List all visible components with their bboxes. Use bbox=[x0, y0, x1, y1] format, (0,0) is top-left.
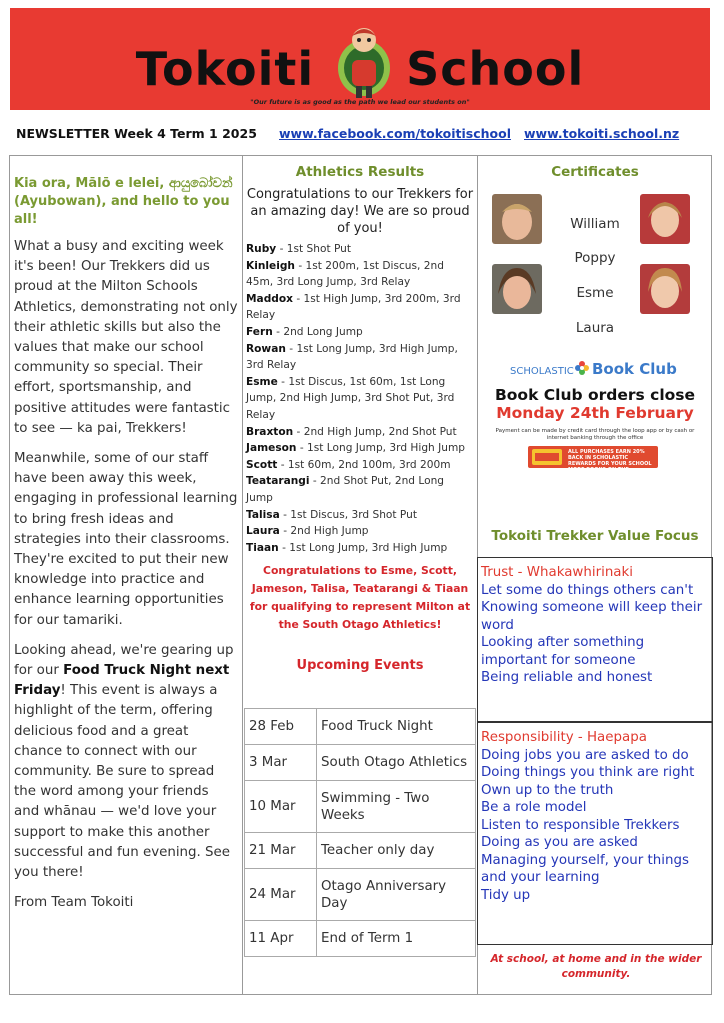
athlete-results: - 1st Long Jump, 3rd High Jump bbox=[278, 541, 448, 554]
value-box-trust bbox=[477, 557, 713, 722]
athletics-congrats: Congratulations to our Trekkers for an amazing day! We are so proud of you! bbox=[246, 187, 474, 236]
book-club-close-line: Book Club orders close bbox=[494, 386, 696, 404]
qualify-note: Congratulations to Esme, Scott, Jameson, Talisa, Teatarangi & Tiaan for qualifying to represent Milton at the South Otago Athletics! bbox=[249, 564, 471, 632]
athlete-name: Esme bbox=[246, 375, 278, 388]
message-paragraph-1: What a busy and exciting week it's been! Our Trekkers did us proud at the Milton Schools Athletics, demonstrating not only their athletic skills but also the values that make our school community so special. Their effort, sportsmanship, and positive attitudes were fantastic to see — ka pai, Trekkers! bbox=[14, 239, 238, 436]
event-date: 28 Feb bbox=[245, 709, 317, 745]
event-name: Teacher only day bbox=[317, 833, 476, 869]
event-name: Food Truck Night bbox=[317, 709, 476, 745]
event-name: Otago Anniversary Day bbox=[317, 869, 476, 921]
athlete-results: - 1st Discus, 1st 60m, 1st Long Jump, 2nd High Jump, 3rd Shot Put, 3rd Relay bbox=[246, 375, 455, 421]
tagline: "Our future is as good as the path we lead our students on" bbox=[250, 98, 470, 106]
result-row bbox=[246, 523, 474, 540]
athlete-results: - 1st High Jump, 3rd 200m, 3rd Relay bbox=[246, 292, 461, 322]
value-title-trust: Trust - Whakawhirinaki bbox=[481, 565, 633, 580]
athlete-results: - 1st Long Jump, 3rd High Jump, 3rd Relay bbox=[246, 342, 458, 372]
result-row bbox=[246, 258, 474, 291]
athlete-name: Teatarangi bbox=[246, 475, 310, 488]
athlete-name: Kinleigh bbox=[246, 259, 295, 272]
athlete-name: Fern bbox=[246, 325, 273, 338]
subheader bbox=[16, 126, 716, 144]
athlete-name: Ruby bbox=[246, 243, 277, 255]
value-box-responsibility bbox=[477, 722, 713, 945]
athlete-name: Tiaan bbox=[246, 541, 279, 554]
result-row bbox=[246, 457, 474, 474]
value-item: Own up to the truth bbox=[481, 782, 614, 798]
facebook-link[interactable]: www.facebook.com/tokoitischool bbox=[279, 126, 512, 141]
event-row bbox=[245, 745, 476, 781]
value-item: Knowing someone will keep their word bbox=[481, 600, 703, 633]
food-truck-highlight: Food Truck Night next Friday bbox=[14, 663, 230, 699]
school-title-word1: Tokoiti bbox=[135, 42, 315, 96]
athletics-results-list bbox=[246, 241, 474, 556]
certificates-section bbox=[480, 164, 710, 508]
website-link[interactable]: www.tokoiti.school.nz bbox=[524, 126, 680, 141]
athlete-results: - 2nd Long Jump bbox=[272, 325, 363, 338]
events-table bbox=[244, 708, 476, 957]
event-date: 24 Mar bbox=[245, 869, 317, 921]
athlete-name: Laura bbox=[246, 525, 280, 538]
flower-icon bbox=[574, 360, 590, 376]
value-item: Doing jobs you are asked to do bbox=[481, 747, 689, 763]
message-text: Looking ahead, we're gearing up for our bbox=[14, 642, 234, 679]
result-row bbox=[246, 374, 474, 424]
event-row bbox=[245, 709, 476, 745]
trust-list bbox=[481, 582, 709, 687]
message-text: ! This event is always a highlight of the term, offering delicious food and a great chance to connect with our community. Be sure to spread the word among your friends and whānau — we'd love your support to make this another successful and fun evening. See you there! bbox=[14, 683, 231, 881]
event-row bbox=[245, 921, 476, 957]
result-row bbox=[246, 424, 474, 441]
event-date: 10 Mar bbox=[245, 781, 317, 833]
certificate-name: William bbox=[570, 216, 620, 232]
school-title bbox=[10, 36, 710, 102]
message-paragraph-2: Meanwhile, some of our staff have been away this week, engaging in professional learning to bring fresh ideas and strategies into their classrooms. They're excited to put their new knowledge into practice and enhance learning opportunities for our tamariki. bbox=[14, 451, 238, 628]
athlete-name: Rowan bbox=[246, 342, 286, 355]
event-date: 11 Apr bbox=[245, 921, 317, 957]
principal-message bbox=[14, 175, 238, 924]
responsibility-list bbox=[481, 747, 709, 905]
value-item: Managing yourself, your things and your learning bbox=[481, 852, 689, 885]
column-divider-left bbox=[242, 155, 243, 995]
certificates-grid bbox=[480, 188, 710, 358]
certificate-name: Poppy bbox=[574, 250, 616, 266]
event-row bbox=[245, 869, 476, 921]
greeting: Kia ora, Mālō e lelei, ආයුබෝවන් (Ayubowan), and hello to you all! bbox=[14, 176, 233, 227]
rewards-logo-icon bbox=[532, 449, 562, 465]
rewards-text: ALL PURCHASES EARN 20% BACK IN SCHOLASTIC REWARDS FOR YOUR SCHOOL MORE BOOKS ON THE SHELVES bbox=[568, 449, 652, 479]
events-heading: Upcoming Events bbox=[296, 658, 424, 674]
event-date: 3 Mar bbox=[245, 745, 317, 781]
result-row bbox=[246, 507, 474, 524]
athletics-section bbox=[246, 164, 474, 673]
book-club-date: Monday 24th February bbox=[496, 404, 694, 422]
event-name: Swimming - Two Weeks bbox=[317, 781, 476, 833]
book-club-ad bbox=[480, 358, 710, 508]
mascot-logo-icon bbox=[328, 22, 400, 102]
rewards-badge bbox=[528, 446, 658, 479]
result-row bbox=[246, 341, 474, 374]
certificates-heading: Certificates bbox=[551, 164, 639, 180]
athlete-name: Jameson bbox=[246, 442, 297, 455]
header-banner bbox=[10, 8, 710, 110]
value-focus-heading: Tokoiti Trekker Value Focus bbox=[491, 528, 699, 544]
value-item: Being reliable and honest bbox=[481, 670, 653, 685]
value-item: Looking after something important for someone bbox=[481, 635, 645, 668]
athlete-results: - 2nd High Jump bbox=[279, 525, 369, 538]
event-name: South Otago Athletics bbox=[317, 745, 476, 781]
scholastic-brand: SCHOLASTIC bbox=[510, 366, 574, 377]
athlete-name: Maddox bbox=[246, 292, 293, 305]
value-title-responsibility: Responsibility - Haepapa bbox=[481, 730, 647, 745]
value-item: Let some do things others can't bbox=[481, 582, 694, 598]
value-item: Be a role model bbox=[481, 800, 587, 815]
event-row bbox=[245, 833, 476, 869]
result-row bbox=[246, 291, 474, 324]
result-row bbox=[246, 540, 474, 557]
athlete-name: Braxton bbox=[246, 425, 294, 438]
athlete-results: - 2nd Shot Put, 2nd Long Jump bbox=[246, 475, 445, 504]
athlete-results: - 1st 60m, 2nd 100m, 3rd 200m bbox=[277, 458, 451, 471]
athlete-name: Scott bbox=[246, 458, 278, 471]
athlete-results: - 1st Long Jump, 3rd High Jump bbox=[296, 442, 466, 455]
value-item: Doing things you think are right bbox=[481, 765, 695, 780]
event-name: End of Term 1 bbox=[317, 921, 476, 957]
athlete-results: - 1st 200m, 1st Discus, 2nd 45m, 3rd Long Jump, 3rd Relay bbox=[246, 259, 444, 289]
event-row bbox=[245, 781, 476, 833]
result-row bbox=[246, 473, 474, 506]
athlete-results: - 2nd High Jump, 2nd Shot Put bbox=[293, 425, 457, 438]
newsletter-label: NEWSLETTER Week 4 Term 1 2025 bbox=[16, 126, 257, 141]
value-footer-note: At school, at home and in the wider community. bbox=[490, 953, 702, 980]
athlete-results: - 1st Discus, 3rd Shot Put bbox=[279, 508, 417, 521]
book-club-title: Book Club bbox=[592, 360, 677, 378]
signoff: From Team Tokoiti bbox=[14, 895, 134, 911]
result-row bbox=[246, 324, 474, 341]
certificate-name: Esme bbox=[576, 285, 614, 301]
athlete-results: - 1st Shot Put bbox=[276, 243, 352, 255]
certificate-name: Laura bbox=[575, 320, 615, 336]
athletics-heading: Athletics Results bbox=[295, 164, 425, 180]
message-paragraph-3 bbox=[14, 641, 238, 883]
athlete-name: Talisa bbox=[246, 508, 280, 521]
value-item: Tidy up bbox=[481, 887, 531, 903]
school-title-word2: School bbox=[406, 42, 585, 96]
result-row bbox=[246, 440, 474, 457]
value-item: Doing as you are asked bbox=[481, 835, 638, 850]
value-item: Listen to responsible Trekkers bbox=[481, 817, 680, 833]
result-row bbox=[246, 241, 474, 258]
book-club-payment-note: Payment can be made by credit card through the loop app or by cash or internet banking through the office bbox=[495, 428, 695, 441]
event-date: 21 Mar bbox=[245, 833, 317, 869]
